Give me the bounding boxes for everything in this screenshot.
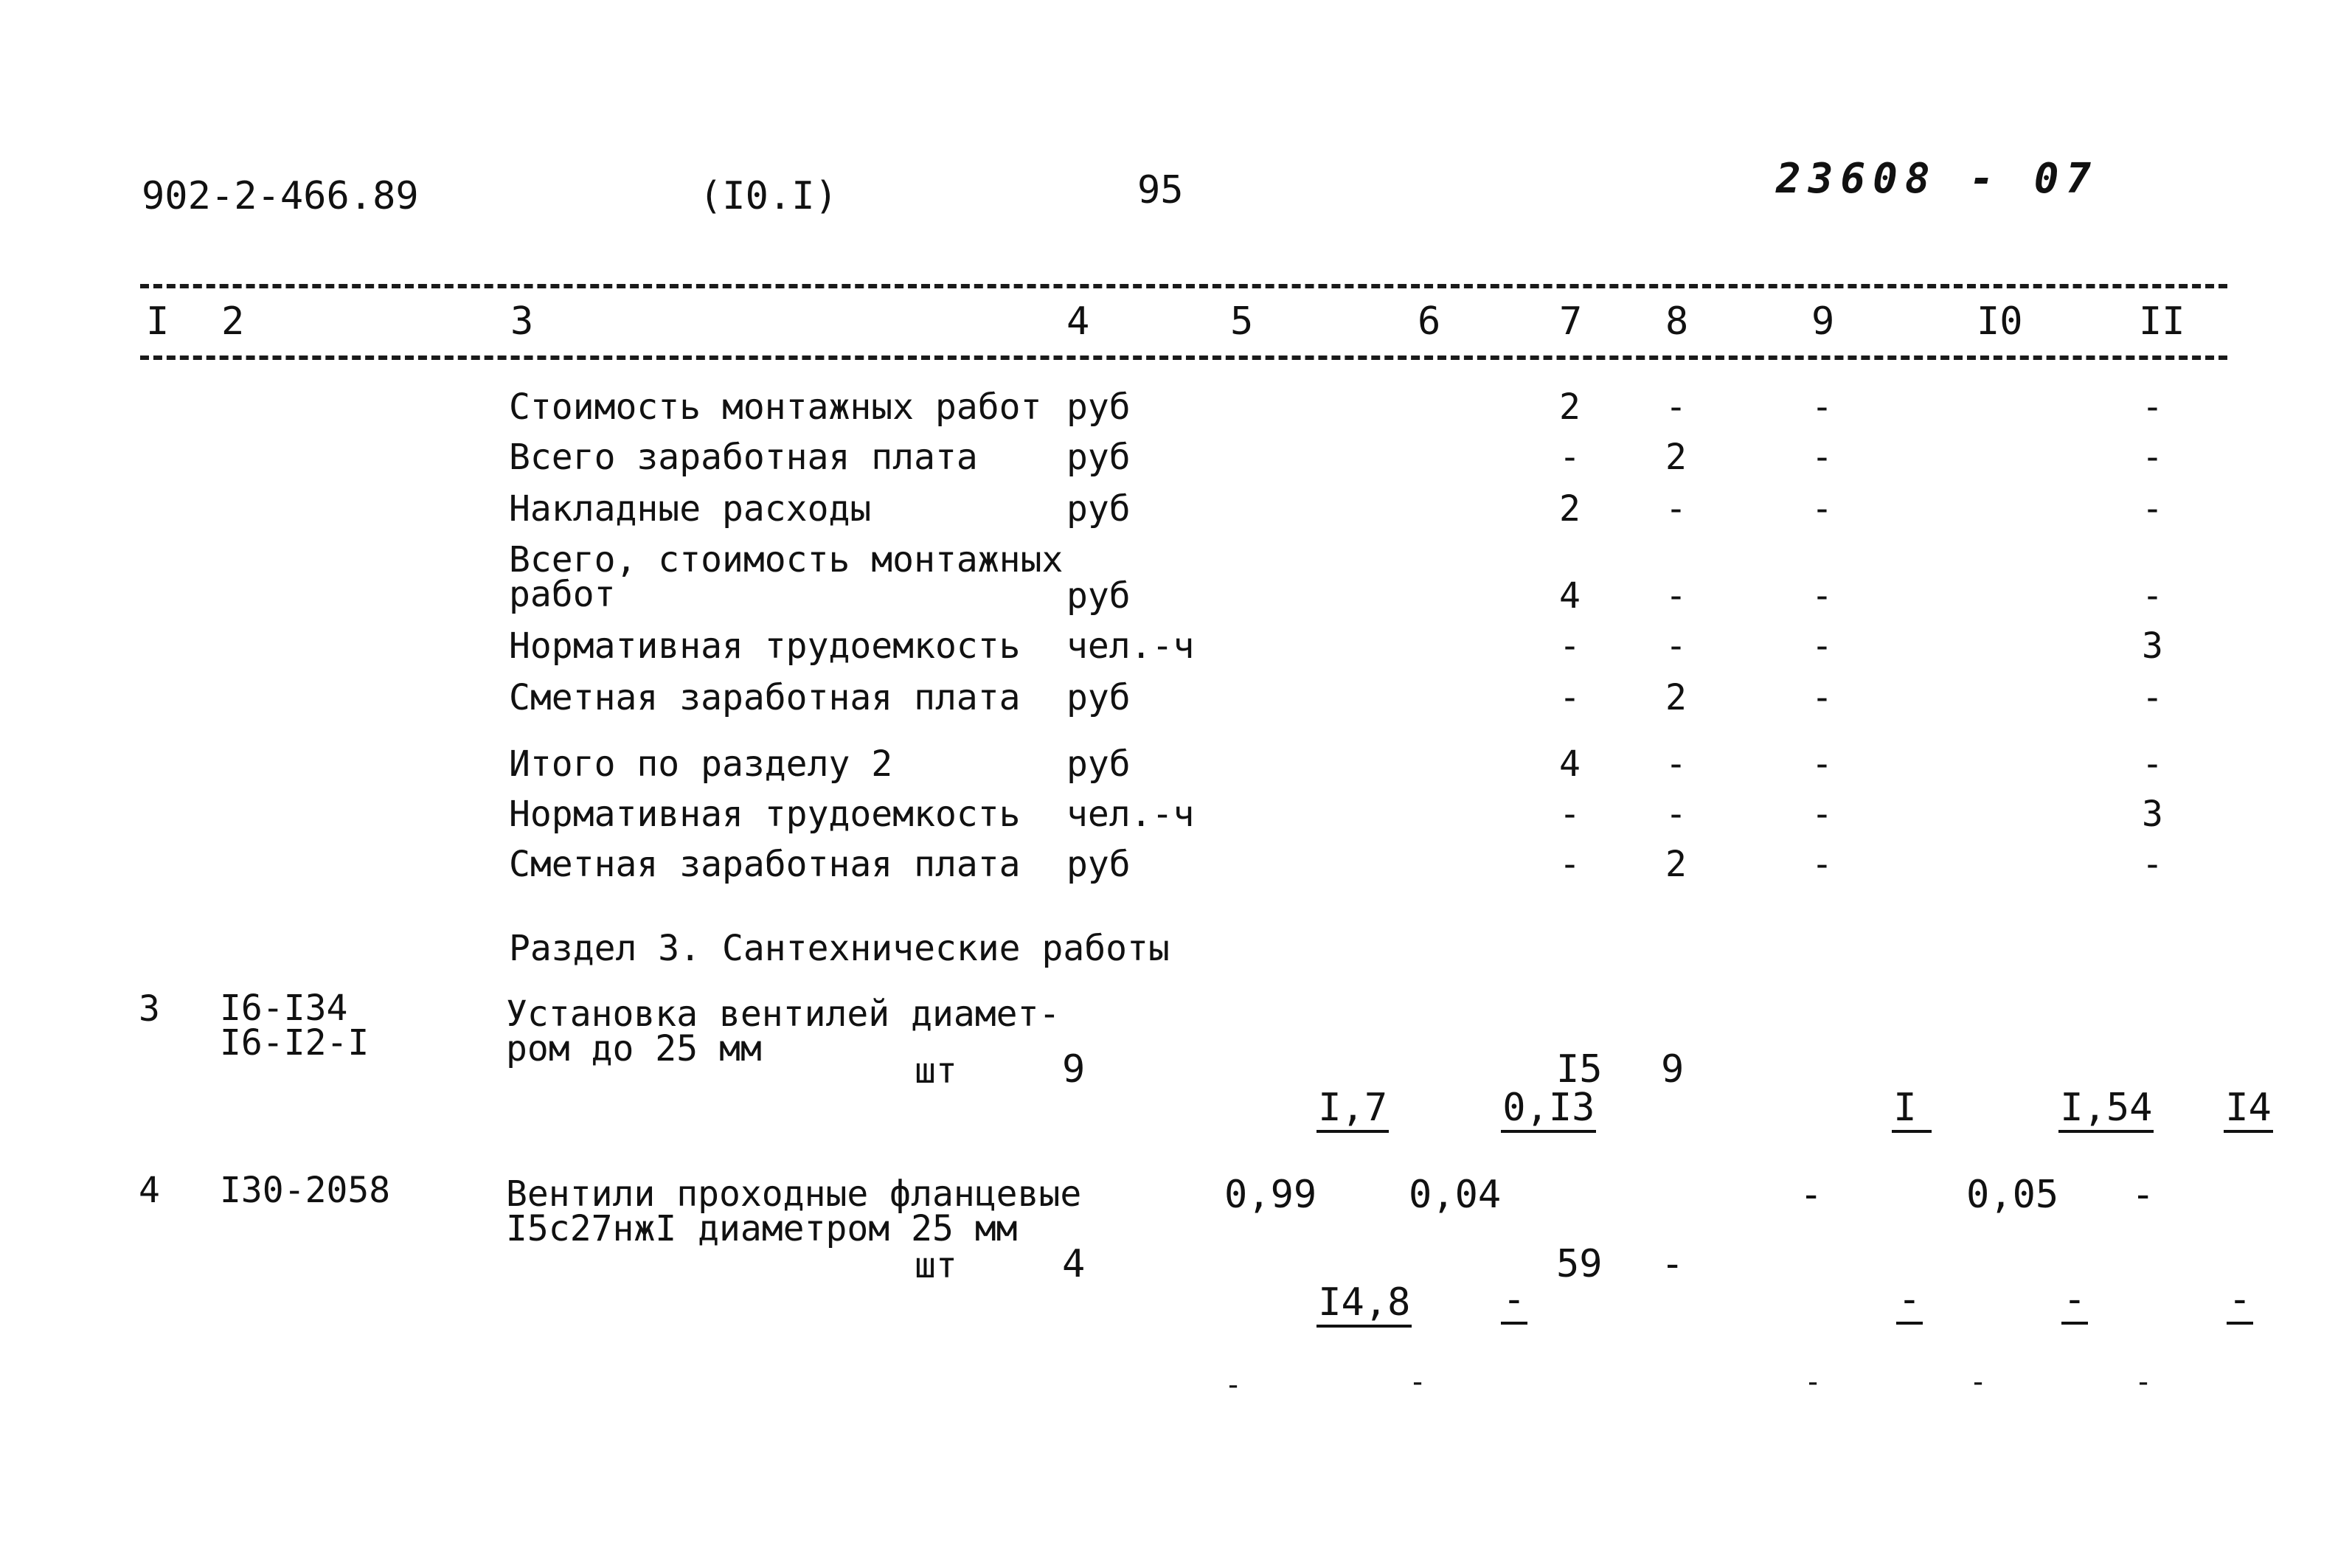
col11-value: - bbox=[2142, 386, 2163, 428]
column-header-11: II bbox=[2139, 299, 2185, 344]
row-label: Стоимость монтажных работ bbox=[509, 386, 1042, 428]
col9-value: - bbox=[1811, 575, 1833, 617]
registration-stamp-number: 23608 - 07 bbox=[1776, 155, 2099, 203]
row-unit: руб bbox=[1066, 488, 1131, 530]
col6-numerator: - bbox=[1501, 1280, 1527, 1325]
col6-denominator: - bbox=[1409, 1365, 1427, 1399]
item-unit: шт bbox=[915, 1245, 957, 1286]
col8-value: 2 bbox=[1665, 437, 1687, 478]
col11-value: - bbox=[2142, 743, 2163, 785]
col5-numerator: I4,8 bbox=[1317, 1283, 1412, 1328]
col8-value: 2 bbox=[1665, 677, 1687, 718]
col5-numerator: I,7 bbox=[1317, 1089, 1389, 1133]
item-unit: шт bbox=[915, 1050, 957, 1092]
column-header-9: 9 bbox=[1811, 299, 1835, 344]
col9-numerator: I bbox=[1892, 1089, 1932, 1133]
col11-value: - bbox=[2142, 844, 2163, 885]
section-title: Раздел 3. Сантехнические работы bbox=[509, 928, 1170, 969]
row-unit: чел.-ч bbox=[1066, 625, 1195, 667]
item-code: I30-2058 bbox=[220, 1170, 391, 1211]
page-number: 95 bbox=[1137, 168, 1184, 212]
item-quantity: 9 bbox=[1062, 1047, 1086, 1092]
column-header-2: 2 bbox=[221, 299, 245, 344]
table-header-top-rule bbox=[140, 284, 2227, 288]
col6-numerator: 0,I3 bbox=[1501, 1089, 1596, 1133]
col6-denominator: 0,04 bbox=[1409, 1173, 1502, 1217]
row-unit: руб bbox=[1066, 386, 1131, 428]
col11-numerator: I4 bbox=[2224, 1089, 2273, 1133]
col7-value: 2 bbox=[1559, 488, 1581, 530]
column-header-7: 7 bbox=[1559, 299, 1583, 344]
col8-value: - bbox=[1661, 1242, 1685, 1286]
col7-value: - bbox=[1559, 677, 1581, 718]
column-header-3: 3 bbox=[510, 299, 534, 344]
col7-value: - bbox=[1559, 844, 1581, 885]
column-header-10: I0 bbox=[1977, 299, 2023, 344]
col8-value: - bbox=[1665, 575, 1687, 617]
row-label: Нормативная трудоемкость bbox=[509, 794, 1021, 835]
item-name: Вентили проходные фланцевые I5с27нжI диаметром 25 мм bbox=[506, 1173, 1082, 1250]
col9-value: - bbox=[1811, 794, 1833, 835]
col7-value: 4 bbox=[1559, 575, 1581, 617]
row-label: Сметная заработная плата bbox=[509, 844, 1021, 885]
col5-fraction bbox=[1224, 1245, 1412, 1477]
col9-value: - bbox=[1811, 437, 1833, 478]
row-label: Накладные расходы bbox=[509, 488, 872, 530]
col9-value: - bbox=[1811, 488, 1833, 530]
section-reference: (I0.I) bbox=[699, 174, 838, 218]
col11-value: - bbox=[2142, 437, 2163, 478]
col9-value: - bbox=[1811, 625, 1833, 667]
row-label: Всего, стоимость монтажных работ bbox=[509, 539, 1064, 616]
col9-fraction bbox=[1804, 1242, 1923, 1474]
col8-value: - bbox=[1665, 794, 1687, 835]
column-header-1: I bbox=[146, 299, 170, 344]
row-unit: руб bbox=[1066, 844, 1131, 885]
item-quantity: 4 bbox=[1062, 1242, 1086, 1286]
col11-value: - bbox=[2142, 575, 2163, 617]
col10-denominator: 0,05 bbox=[1966, 1173, 2059, 1217]
col11-numerator: - bbox=[2227, 1280, 2252, 1325]
item-number: 4 bbox=[139, 1170, 160, 1211]
col9-value: - bbox=[1811, 743, 1833, 785]
col10-denominator: - bbox=[1969, 1365, 1988, 1399]
col7-value: 2 bbox=[1559, 386, 1581, 428]
document-code: 902-2-466.89 bbox=[142, 174, 419, 218]
col8-value: - bbox=[1665, 625, 1687, 667]
column-header-8: 8 bbox=[1665, 299, 1689, 344]
col6-fraction bbox=[1409, 1242, 1527, 1474]
col9-value: - bbox=[1811, 386, 1833, 428]
row-label: Нормативная трудоемкость bbox=[509, 625, 1021, 667]
row-label: Сметная заработная плата bbox=[509, 677, 1021, 718]
table-header-bottom-rule bbox=[140, 355, 2227, 360]
col7-value: - bbox=[1559, 625, 1581, 667]
column-header-4: 4 bbox=[1066, 299, 1090, 344]
col9-numerator: - bbox=[1896, 1280, 1922, 1325]
col10-numerator: - bbox=[2061, 1280, 2087, 1325]
col8-value: - bbox=[1665, 386, 1687, 428]
col11-value: 3 bbox=[2142, 794, 2163, 835]
column-header-5: 5 bbox=[1230, 299, 1254, 344]
item-code: I6-I34 I6-I2-I bbox=[220, 988, 370, 1064]
row-unit: руб bbox=[1066, 437, 1131, 478]
col7-value: - bbox=[1559, 794, 1581, 835]
col10-numerator: I,54 bbox=[2058, 1089, 2154, 1133]
row-unit: руб bbox=[1066, 575, 1131, 617]
col7-value: I5 bbox=[1556, 1047, 1603, 1092]
col9-value: - bbox=[1811, 677, 1833, 718]
row-label: Итого по разделу 2 bbox=[509, 743, 893, 785]
item-name: Установка вентилей диамет- ром до 25 мм bbox=[506, 993, 1061, 1070]
item-number: 3 bbox=[139, 988, 160, 1030]
row-unit: руб bbox=[1066, 677, 1131, 718]
col7-value: 59 bbox=[1556, 1242, 1603, 1286]
col7-value: 4 bbox=[1559, 743, 1581, 785]
col11-value: - bbox=[2142, 677, 2163, 718]
column-header-6: 6 bbox=[1418, 299, 1441, 344]
col8-value: - bbox=[1665, 488, 1687, 530]
col11-value: - bbox=[2142, 488, 2163, 530]
col5-denominator: 0,99 bbox=[1224, 1173, 1317, 1217]
col11-denominator: - bbox=[2134, 1365, 2153, 1399]
col7-value: - bbox=[1559, 437, 1581, 478]
col9-value: - bbox=[1811, 844, 1833, 885]
col11-fraction bbox=[2134, 1242, 2253, 1474]
col8-value: 9 bbox=[1661, 1047, 1685, 1092]
col9-denominator: - bbox=[1804, 1365, 1822, 1399]
col5-denominator: - bbox=[1224, 1368, 1243, 1402]
col9-denominator: - bbox=[1800, 1173, 1823, 1217]
col8-value: - bbox=[1665, 743, 1687, 785]
row-label: Всего заработная плата bbox=[509, 437, 978, 478]
col8-value: 2 bbox=[1665, 844, 1687, 885]
row-unit: руб bbox=[1066, 743, 1131, 785]
col11-denominator: - bbox=[2131, 1173, 2155, 1217]
row-unit: чел.-ч bbox=[1066, 794, 1195, 835]
col11-value: 3 bbox=[2142, 625, 2163, 667]
col10-fraction bbox=[1969, 1242, 2088, 1474]
